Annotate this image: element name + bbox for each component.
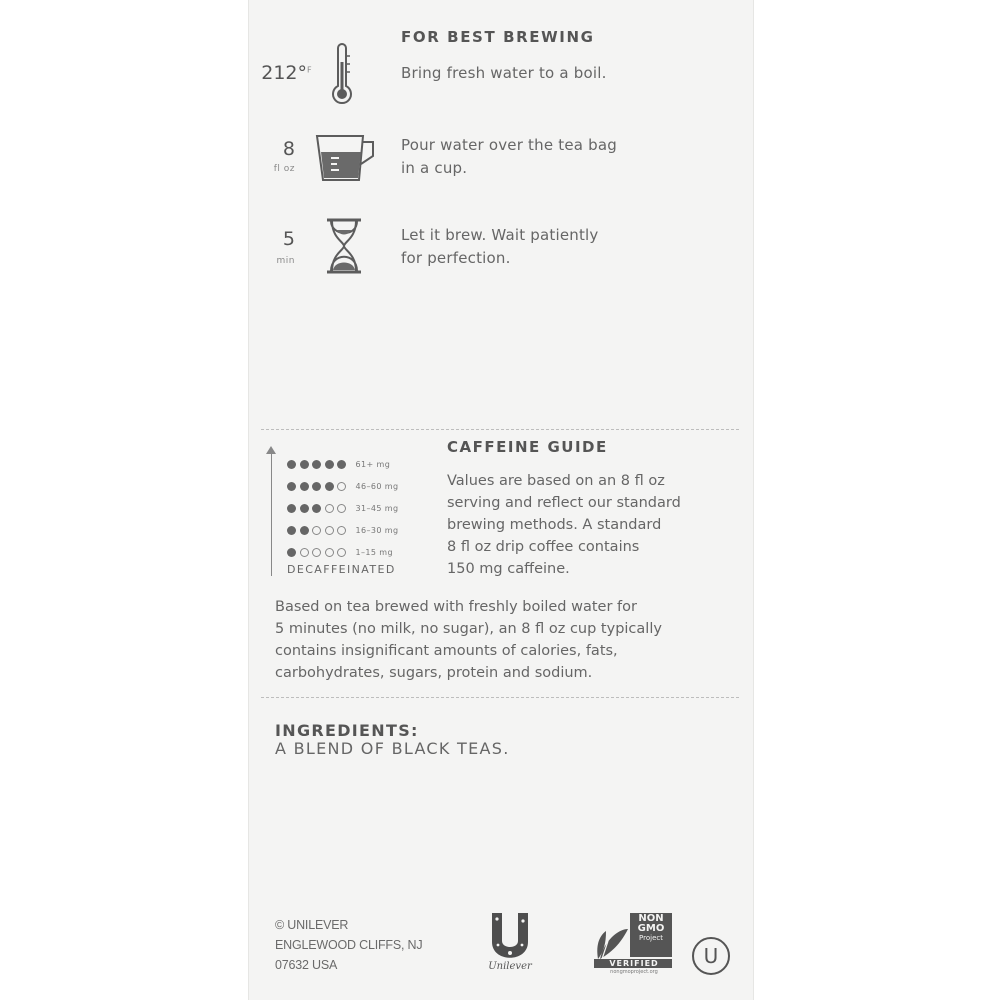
package-panel	[248, 0, 754, 1000]
filled-dot	[300, 504, 309, 513]
caffeine-description: Values are based on an 8 fl oz serving and reflect our standard brewing methods. A standard 8 fl oz drip coffee contains 150 mg caffeine.	[447, 473, 681, 577]
filled-dot	[300, 482, 309, 491]
unilever-wordmark: Unilever	[488, 961, 532, 972]
ingredients-title: INGREDIENTS:	[275, 721, 419, 740]
step-3-text: Let it brew. Wait patiently for perfection.	[401, 226, 599, 267]
section-divider	[261, 429, 739, 430]
filled-dot	[300, 460, 309, 469]
filled-dot	[337, 460, 346, 469]
caffeine-level-row	[287, 498, 398, 518]
caffeine-title: CAFFEINE GUIDE	[447, 438, 608, 456]
volume-unit: fl oz	[273, 164, 295, 174]
non-gmo-badge	[594, 911, 674, 973]
empty-dot	[337, 482, 346, 491]
measuring-cup-icon	[313, 130, 381, 186]
unilever-logo-icon	[486, 909, 534, 967]
hourglass-icon	[323, 216, 365, 276]
temperature-value: 212°$^F$	[261, 62, 312, 84]
ingredients-text: A BLEND OF BLACK TEAS.	[275, 739, 510, 758]
empty-dot	[337, 526, 346, 535]
caffeine-level-row	[287, 542, 393, 562]
empty-dot	[337, 504, 346, 513]
decaffeinated-label: DECAFFEINATED	[287, 563, 396, 576]
empty-dot	[337, 548, 346, 557]
empty-dot	[312, 548, 321, 557]
empty-dot	[325, 526, 334, 535]
volume-value: 8	[282, 138, 295, 160]
empty-dot	[325, 548, 334, 557]
filled-dot	[312, 482, 321, 491]
empty-dot	[300, 548, 309, 557]
caffeine-level-row	[287, 476, 398, 496]
filled-dot	[300, 526, 309, 535]
nutrition-note: Based on tea brewed with freshly boiled water for 5 minutes (no milk, no sugar), an 8 fl oz cup typically contains insignificant amounts of calories, fats, carbohydrates, sugars, protein and sodium.	[275, 599, 662, 681]
caffeine-level-label: 16–30 mg	[355, 525, 399, 535]
filled-dot	[325, 482, 334, 491]
filled-dot	[287, 548, 296, 557]
non-gmo-verified: VERIFIED	[609, 959, 659, 968]
filled-dot	[287, 482, 296, 491]
empty-dot	[325, 504, 334, 513]
thermometer-icon	[327, 40, 357, 106]
temperature-unit: F	[307, 65, 312, 75]
brewing-title: FOR BEST BREWING	[401, 28, 595, 46]
caffeine-level-label: 46–60 mg	[355, 481, 399, 491]
caffeine-level-row	[287, 520, 398, 540]
non-gmo-url: nongmoproject.org	[610, 969, 658, 975]
filled-dot	[287, 526, 296, 535]
kosher-symbol-icon: U	[692, 937, 730, 975]
filled-dot	[287, 460, 296, 469]
copyright-block: © UNILEVER ENGLEWOOD CLIFFS, NJ 07632 USA	[275, 918, 423, 972]
caffeine-axis	[271, 452, 272, 576]
section-divider	[261, 697, 739, 698]
caffeine-level-row	[287, 454, 390, 474]
caffeine-level-label: 61+ mg	[355, 459, 391, 469]
time-unit: min	[276, 256, 295, 266]
filled-dot	[312, 504, 321, 513]
time-value: 5	[282, 228, 295, 250]
filled-dot	[325, 460, 334, 469]
step-2-text: Pour water over the tea bag in a cup.	[401, 136, 617, 177]
step-1-text: Bring fresh water to a boil.	[401, 64, 607, 82]
caffeine-level-label: 1–15 mg	[355, 547, 393, 557]
filled-dot	[287, 504, 296, 513]
non-gmo-text: NON GMO Project	[637, 913, 665, 942]
caffeine-level-label: 31–45 mg	[355, 503, 399, 513]
empty-dot	[312, 526, 321, 535]
filled-dot	[312, 460, 321, 469]
